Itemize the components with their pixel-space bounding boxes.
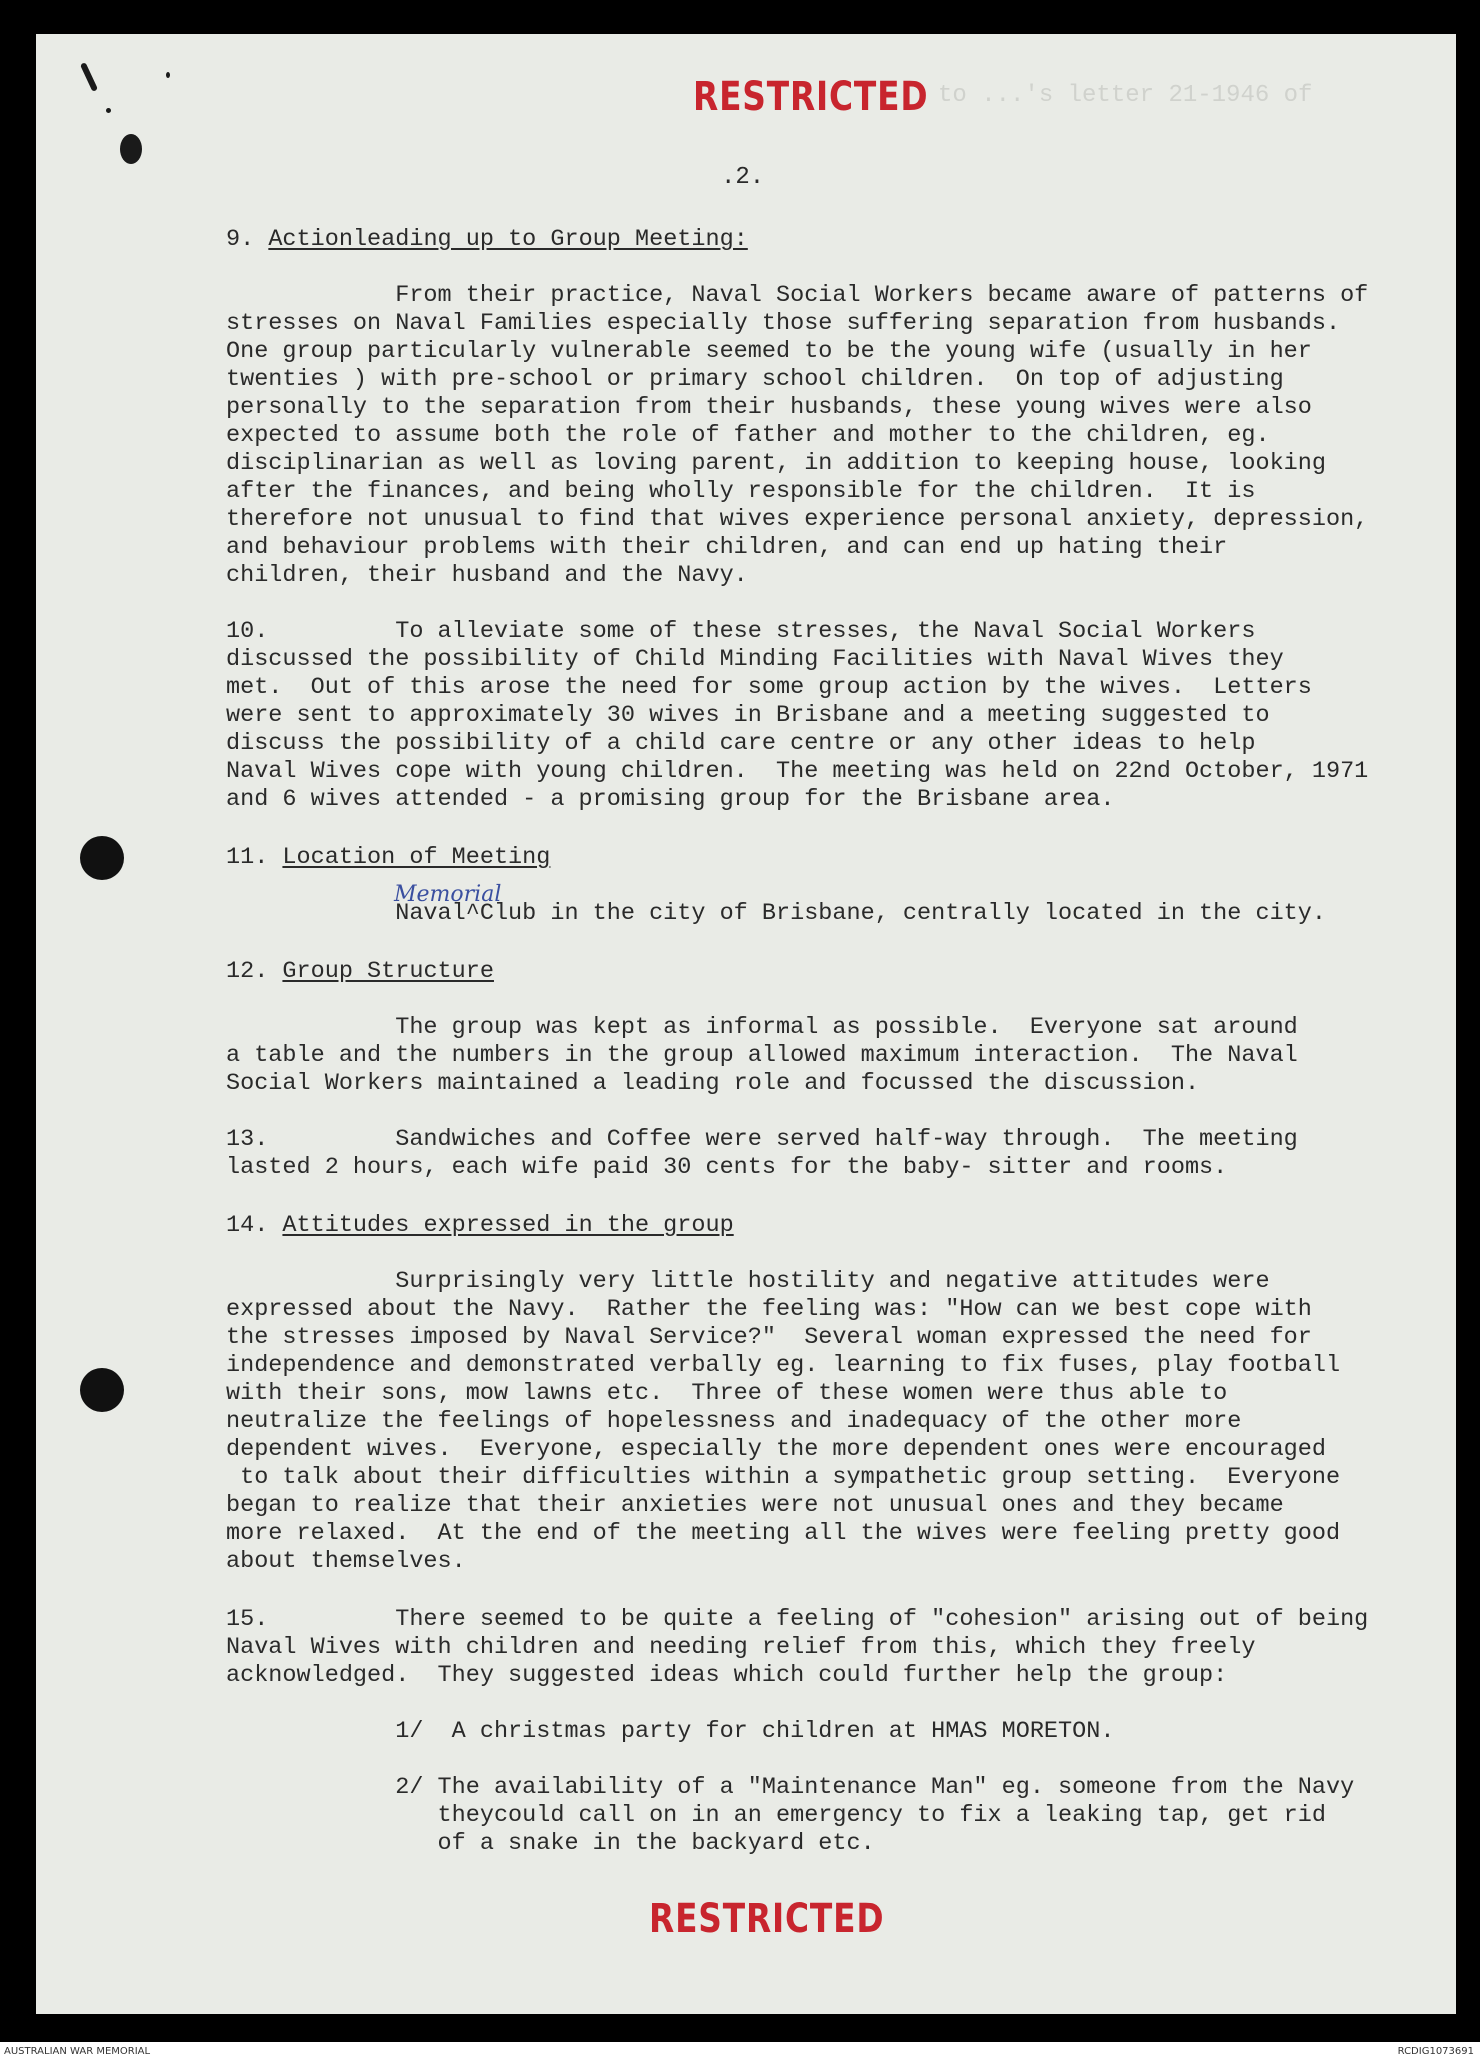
- handwritten-annotation: Memorial: [394, 882, 502, 907]
- text-line: began to realize that their anxieties were not unusual ones and they became: [226, 1492, 1284, 1519]
- list-item: 1/ A christmas party for children at HMAS MORETON.: [226, 1718, 1115, 1745]
- section-heading-12: 12. Group Structure: [226, 958, 494, 985]
- text-line: dependent wives. Everyone, especially the more dependent ones were encouraged: [226, 1436, 1326, 1463]
- punch-hole: [80, 836, 124, 880]
- punch-hole: [80, 1368, 124, 1412]
- ink-speck: [80, 62, 98, 92]
- text-line: The group was kept as informal as possible. Everyone sat around: [226, 1014, 1298, 1041]
- text-line: Social Workers maintained a leading role and focussed the discussion.: [226, 1070, 1200, 1097]
- list-item: 2/ The availability of a "Maintenance Man" eg. someone from the Navy: [226, 1774, 1355, 1801]
- ink-speck: [120, 134, 142, 164]
- document-page: [36, 34, 1456, 2014]
- restricted-stamp-top: RESTRICTED: [693, 74, 929, 120]
- text-line: Naval Wives with children and needing relief from this, which they freely: [226, 1634, 1256, 1661]
- text-line: independence and demonstrated verbally eg. learning to fix fuses, play football: [226, 1352, 1341, 1379]
- text-line: children, their husband and the Navy.: [226, 562, 748, 589]
- archive-footer: [0, 2042, 1480, 2061]
- text-line: therefore not unusual to find that wives experience personal anxiety, depression,: [226, 506, 1369, 533]
- text-line: twenties ) with pre-school or primary school children. On top of adjusting: [226, 366, 1284, 393]
- text-line: met. Out of this arose the need for some group action by the wives. Letters: [226, 674, 1312, 701]
- text-line: the stresses imposed by Naval Service?" Several woman expressed the need for: [226, 1324, 1312, 1351]
- text-line: expressed about the Navy. Rather the feeling was: "How can we best cope with: [226, 1296, 1312, 1323]
- bleed-through-text: to ...'s letter 21-1946 of: [938, 82, 1313, 109]
- list-item-continued: theycould call on in an emergency to fix a leaking tap, get rid: [226, 1802, 1326, 1829]
- footer-record-id: RCDIG1073691: [1397, 2046, 1474, 2057]
- section-heading-11: 11. Location of Meeting: [226, 844, 551, 871]
- text-line: more relaxed. At the end of the meeting all the wives were feeling pretty good: [226, 1520, 1341, 1547]
- text-line: lasted 2 hours, each wife paid 30 cents for the baby- sitter and rooms.: [226, 1154, 1228, 1181]
- ink-speck: [106, 108, 111, 113]
- text-line: and 6 wives attended - a promising group for the Brisbane area.: [226, 786, 1115, 813]
- section-heading-14: 14. Attitudes expressed in the group: [226, 1212, 734, 1239]
- text-line: acknowledged. They suggested ideas which could further help the group:: [226, 1662, 1228, 1689]
- text-line: Surprisingly very little hostility and negative attitudes were: [226, 1268, 1270, 1295]
- text-line: personally to the separation from their husbands, these young wives were also: [226, 394, 1312, 421]
- footer-institution: AUSTRALIAN WAR MEMORIAL: [4, 2046, 151, 2057]
- list-item-continued: of a snake in the backyard etc.: [226, 1830, 875, 1857]
- text-line: neutralize the feelings of hopelessness and inadequacy of the other more: [226, 1408, 1242, 1435]
- restricted-stamp-bottom: RESTRICTED: [649, 1896, 885, 1942]
- text-line: 13. Sandwiches and Coffee were served half-way through. The meeting: [226, 1126, 1298, 1153]
- section-heading-9: 9. Actionleading up to Group Meeting:: [226, 226, 748, 253]
- text-line: 15. There seemed to be quite a feeling of "cohesion" arising out of being: [226, 1606, 1369, 1633]
- text-line: to talk about their difficulties within a sympathetic group setting. Everyone: [226, 1464, 1341, 1491]
- text-line: One group particularly vulnerable seemed to be the young wife (usually in her: [226, 338, 1312, 365]
- text-line: discussed the possibility of Child Minding Facilities with Naval Wives they: [226, 646, 1284, 673]
- text-line: were sent to approximately 30 wives in Brisbane and a meeting suggested to: [226, 702, 1270, 729]
- text-line: about themselves.: [226, 1548, 466, 1575]
- text-line: Naval Wives cope with young children. The meeting was held on 22nd October, 1971: [226, 758, 1369, 785]
- text-line: after the finances, and being wholly responsible for the children. It is: [226, 478, 1256, 505]
- text-line: stresses on Naval Families especially those suffering separation from husbands.: [226, 310, 1341, 337]
- text-line: expected to assume both the role of father and mother to the children, eg.: [226, 422, 1270, 449]
- text-line: with their sons, mow lawns etc. Three of these women were thus able to: [226, 1380, 1228, 1407]
- text-line: discuss the possibility of a child care centre or any other ideas to help: [226, 730, 1256, 757]
- text-line: From their practice, Naval Social Workers became aware of patterns of: [226, 282, 1369, 309]
- text-line: Naval^Club in the city of Brisbane, centrally located in the city.: [226, 900, 1326, 927]
- text-line: and behaviour problems with their children, and can end up hating their: [226, 534, 1228, 561]
- ink-speck: [166, 72, 170, 78]
- text-line: 10. To alleviate some of these stresses, the Naval Social Workers: [226, 618, 1256, 645]
- page-number: .2.: [721, 164, 765, 191]
- text-line: disciplinarian as well as loving parent, in addition to keeping house, looking: [226, 450, 1326, 477]
- text-line: a table and the numbers in the group allowed maximum interaction. The Naval: [226, 1042, 1298, 1069]
